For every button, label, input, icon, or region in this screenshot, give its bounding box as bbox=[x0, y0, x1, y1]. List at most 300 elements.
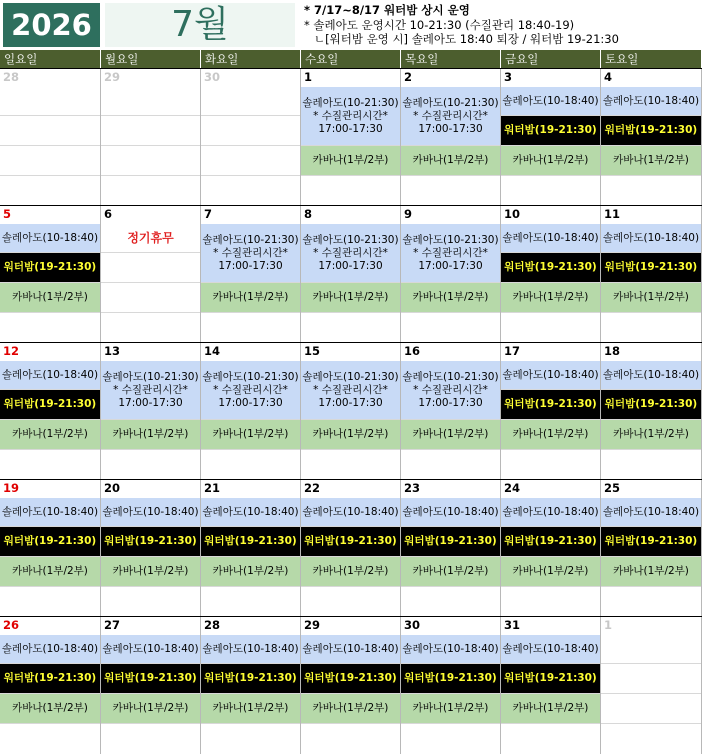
block-text: 카바나(1부/2부) bbox=[412, 428, 489, 440]
day-cell[interactable] bbox=[601, 206, 702, 343]
waterbomb-block bbox=[501, 390, 600, 419]
notes-box bbox=[304, 3, 700, 49]
block-text: 솔레아도(10-18:40) bbox=[1, 231, 99, 244]
block-text: * 수질관리시간* bbox=[413, 383, 488, 396]
soleado-hours-block bbox=[401, 635, 500, 663]
holiday-label bbox=[101, 224, 200, 252]
block-text: 워터밤(19-21:30) bbox=[104, 535, 197, 547]
block-text: 카바나(1부/2부) bbox=[212, 702, 289, 714]
waterbomb-block bbox=[501, 527, 600, 556]
waterbomb-block bbox=[101, 527, 200, 556]
block-text: 워터밤(19-21:30) bbox=[604, 535, 698, 547]
waterbomb-block bbox=[501, 664, 600, 693]
day-cell[interactable] bbox=[601, 69, 702, 206]
calendar-week-row bbox=[0, 479, 702, 616]
block-text: 솔레아도(10-18:40) bbox=[1, 642, 99, 655]
cell-gridline bbox=[601, 312, 701, 313]
block-text: 카바나(1부/2부) bbox=[312, 291, 389, 303]
day-cell[interactable] bbox=[101, 480, 201, 617]
soleado-hours-block bbox=[201, 498, 300, 526]
day-cell[interactable] bbox=[501, 206, 601, 343]
day-number: 23 bbox=[404, 481, 421, 495]
cell-gridline bbox=[501, 449, 600, 450]
day-cell[interactable] bbox=[401, 69, 501, 206]
cell-gridline bbox=[601, 723, 701, 724]
calendar-week-row bbox=[0, 68, 702, 205]
weekday-header: 월요일 bbox=[101, 50, 201, 68]
waterbomb-block bbox=[501, 116, 600, 145]
block-text: 워터밤(19-21:30) bbox=[604, 261, 698, 273]
cabana-block bbox=[601, 283, 701, 312]
soleado-hours-block bbox=[201, 224, 300, 282]
cell-gridline bbox=[301, 723, 400, 724]
day-cell[interactable] bbox=[301, 206, 401, 343]
cell-gridline bbox=[101, 312, 200, 313]
weekday-header-row bbox=[0, 50, 702, 68]
day-number: 25 bbox=[604, 481, 621, 495]
block-text: 17:00-17:30 bbox=[118, 396, 183, 409]
block-text: 솔레아도(10-21:30) bbox=[202, 233, 299, 246]
cell-gridline bbox=[201, 586, 300, 587]
day-cell[interactable] bbox=[301, 480, 401, 617]
block-text: * 수질관리시간* bbox=[213, 246, 288, 259]
waterbomb-block bbox=[0, 664, 100, 693]
day-number: 26 bbox=[3, 618, 20, 632]
block-text: 17:00-17:30 bbox=[418, 396, 483, 409]
day-cell[interactable] bbox=[401, 480, 501, 617]
block-text: 17:00-17:30 bbox=[318, 122, 383, 135]
note-line: * 솔레아도 운영시간 10-21:30 (수질관리 18:40-19) bbox=[304, 17, 575, 32]
day-number: 31 bbox=[504, 618, 521, 632]
cabana-block bbox=[601, 557, 701, 586]
block-text: 워터밤(19-21:30) bbox=[204, 672, 297, 684]
soleado-hours-block bbox=[101, 498, 200, 526]
block-text: 솔레아도(10-18:40) bbox=[602, 368, 700, 381]
day-cell[interactable] bbox=[401, 617, 501, 754]
calendar-grid bbox=[0, 68, 702, 756]
block-text: 워터밤(19-21:30) bbox=[504, 124, 597, 136]
day-cell[interactable] bbox=[201, 206, 301, 343]
block-text: 솔레아도(10-18:40) bbox=[602, 505, 700, 518]
cabana-block bbox=[301, 283, 400, 312]
cell-gridline bbox=[501, 312, 600, 313]
cell-gridline bbox=[401, 586, 500, 587]
block-text: 솔레아도(10-18:40) bbox=[502, 368, 599, 381]
day-cell[interactable] bbox=[0, 617, 101, 754]
block-text: 워터밤(19-21:30) bbox=[604, 398, 698, 410]
block-text: 카바나(1부/2부) bbox=[312, 154, 389, 166]
cabana-block bbox=[0, 420, 100, 449]
cell-gridline bbox=[501, 723, 600, 724]
block-text: 카바나(1부/2부) bbox=[512, 565, 589, 577]
day-number: 7 bbox=[204, 207, 213, 221]
cabana-block bbox=[201, 420, 300, 449]
waterbomb-block bbox=[401, 664, 500, 693]
block-text: 카바나(1부/2부) bbox=[12, 565, 88, 577]
block-text: 17:00-17:30 bbox=[218, 396, 283, 409]
waterbomb-block bbox=[401, 527, 500, 556]
soleado-hours-block bbox=[0, 635, 100, 663]
cell-gridline bbox=[0, 115, 100, 116]
block-text: 솔레아도(10-18:40) bbox=[502, 642, 599, 655]
cell-gridline bbox=[301, 175, 400, 176]
block-text: 워터밤(19-21:30) bbox=[3, 261, 97, 273]
day-number: 15 bbox=[304, 344, 321, 358]
day-cell[interactable] bbox=[201, 343, 301, 480]
block-text: 워터밤(19-21:30) bbox=[504, 398, 597, 410]
cell-gridline bbox=[101, 252, 200, 253]
soleado-hours-block bbox=[301, 361, 400, 419]
calendar-header bbox=[0, 0, 702, 50]
block-text: 워터밤(19-21:30) bbox=[404, 535, 497, 547]
cell-gridline bbox=[301, 312, 400, 313]
cabana-block bbox=[501, 146, 600, 175]
cabana-block bbox=[0, 694, 100, 723]
soleado-hours-block bbox=[301, 635, 400, 663]
cabana-block bbox=[201, 694, 300, 723]
block-text: 카바나(1부/2부) bbox=[312, 565, 389, 577]
block-text: 솔레아도(10-21:30) bbox=[302, 96, 399, 109]
soleado-hours-block bbox=[501, 224, 600, 252]
cell-gridline bbox=[601, 586, 701, 587]
cabana-block bbox=[501, 283, 600, 312]
cell-gridline bbox=[0, 586, 100, 587]
block-text: 솔레아도(10-18:40) bbox=[402, 642, 499, 655]
day-number: 18 bbox=[604, 344, 621, 358]
block-text: 워터밤(19-21:30) bbox=[304, 672, 397, 684]
block-text: 솔레아도(10-18:40) bbox=[502, 231, 599, 244]
block-text: 솔레아도(10-18:40) bbox=[102, 505, 199, 518]
block-text: 카바나(1부/2부) bbox=[312, 428, 389, 440]
block-text: 카바나(1부/2부) bbox=[613, 291, 689, 303]
soleado-hours-block bbox=[0, 361, 100, 389]
day-number: 27 bbox=[104, 618, 121, 632]
day-number: 3 bbox=[504, 70, 513, 84]
month-label: 7월 bbox=[105, 3, 295, 47]
cabana-block bbox=[201, 557, 300, 586]
block-text: 솔레아도(10-18:40) bbox=[102, 642, 199, 655]
block-text: 워터밤(19-21:30) bbox=[504, 261, 597, 273]
day-number: 4 bbox=[604, 70, 613, 84]
soleado-hours-block bbox=[601, 361, 701, 389]
block-text: 워터밤(19-21:30) bbox=[104, 672, 197, 684]
cell-gridline bbox=[201, 312, 300, 313]
block-text: 카바나(1부/2부) bbox=[12, 702, 88, 714]
block-text: 카바나(1부/2부) bbox=[613, 428, 689, 440]
day-cell[interactable] bbox=[0, 480, 101, 617]
day-cell[interactable] bbox=[601, 617, 702, 754]
soleado-hours-block bbox=[401, 361, 500, 419]
day-cell[interactable] bbox=[301, 343, 401, 480]
cabana-block bbox=[401, 557, 500, 586]
day-cell[interactable] bbox=[401, 206, 501, 343]
day-number: 14 bbox=[204, 344, 221, 358]
day-number: 20 bbox=[104, 481, 121, 495]
day-cell[interactable] bbox=[101, 343, 201, 480]
soleado-hours-block bbox=[601, 224, 701, 252]
cabana-block bbox=[301, 694, 400, 723]
day-cell[interactable] bbox=[0, 69, 101, 206]
block-text: 워터밤(19-21:30) bbox=[304, 535, 397, 547]
cabana-block bbox=[101, 694, 200, 723]
day-number: 28 bbox=[3, 70, 20, 84]
soleado-hours-block bbox=[501, 361, 600, 389]
cabana-block bbox=[601, 146, 701, 175]
cell-gridline bbox=[301, 449, 400, 450]
day-cell[interactable] bbox=[201, 617, 301, 754]
weekday-header: 토요일 bbox=[601, 50, 702, 68]
cell-gridline bbox=[401, 175, 500, 176]
block-text: 솔레아도(10-18:40) bbox=[202, 642, 299, 655]
cabana-block bbox=[101, 420, 200, 449]
block-text: * 수질관리시간* bbox=[113, 383, 188, 396]
soleado-hours-block bbox=[0, 224, 100, 252]
soleado-hours-block bbox=[101, 635, 200, 663]
cell-gridline bbox=[201, 115, 300, 116]
day-cell[interactable] bbox=[0, 206, 101, 343]
waterbomb-block bbox=[301, 664, 400, 693]
cell-gridline bbox=[101, 115, 200, 116]
calendar-week-row bbox=[0, 205, 702, 342]
block-text: 워터밤(19-21:30) bbox=[404, 672, 497, 684]
block-text: 솔레아도(10-18:40) bbox=[602, 94, 700, 107]
day-number: 2 bbox=[404, 70, 413, 84]
block-text: * 수질관리시간* bbox=[313, 246, 388, 259]
waterbomb-block bbox=[0, 253, 100, 282]
day-cell[interactable] bbox=[101, 69, 201, 206]
block-text: 17:00-17:30 bbox=[318, 396, 383, 409]
day-number: 9 bbox=[404, 207, 413, 221]
waterbomb-block bbox=[301, 527, 400, 556]
cabana-block bbox=[401, 146, 500, 175]
cabana-block bbox=[201, 283, 300, 312]
block-text: 솔레아도(10-21:30) bbox=[402, 233, 499, 246]
calendar-week-row bbox=[0, 616, 702, 753]
soleado-hours-block bbox=[201, 361, 300, 419]
day-number: 8 bbox=[304, 207, 313, 221]
waterbomb-block bbox=[201, 664, 300, 693]
block-text: 카바나(1부/2부) bbox=[212, 565, 289, 577]
day-cell[interactable] bbox=[501, 69, 601, 206]
block-text: 카바나(1부/2부) bbox=[212, 428, 289, 440]
day-number: 11 bbox=[604, 207, 621, 221]
block-text: 워터밤(19-21:30) bbox=[3, 672, 97, 684]
block-text: 카바나(1부/2부) bbox=[12, 428, 88, 440]
soleado-hours-block bbox=[101, 361, 200, 419]
day-cell[interactable] bbox=[301, 69, 401, 206]
day-cell[interactable] bbox=[501, 617, 601, 754]
cell-gridline bbox=[401, 723, 500, 724]
block-text: 솔레아도(10-21:30) bbox=[402, 370, 499, 383]
soleado-hours-block bbox=[401, 87, 500, 145]
weekday-header: 화요일 bbox=[201, 50, 301, 68]
block-text: 카바나(1부/2부) bbox=[12, 291, 88, 303]
weekday-header: 금요일 bbox=[501, 50, 601, 68]
cell-gridline bbox=[201, 723, 300, 724]
block-text: 카바나(1부/2부) bbox=[312, 702, 389, 714]
cell-gridline bbox=[101, 145, 200, 146]
waterbomb-block bbox=[601, 253, 701, 282]
note-line: ㄴ[워터밤 운영 시] 솔레아도 18:40 퇴장 / 워터밤 19-21:30 bbox=[314, 32, 619, 46]
soleado-hours-block bbox=[0, 498, 100, 526]
block-text: 워터밤(19-21:30) bbox=[504, 535, 597, 547]
block-text: 솔레아도(10-18:40) bbox=[1, 505, 99, 518]
cell-gridline bbox=[201, 449, 300, 450]
block-text: 솔레아도(10-18:40) bbox=[202, 505, 299, 518]
day-cell[interactable] bbox=[401, 343, 501, 480]
block-text: 솔레아도(10-18:40) bbox=[502, 505, 599, 518]
soleado-hours-block bbox=[501, 87, 600, 115]
block-text: * 수질관리시간* bbox=[313, 109, 388, 122]
cabana-block bbox=[501, 557, 600, 586]
day-cell[interactable] bbox=[501, 343, 601, 480]
block-text: 17:00-17:30 bbox=[418, 122, 483, 135]
cell-gridline bbox=[101, 175, 200, 176]
block-text: 솔레아도(10-21:30) bbox=[402, 96, 499, 109]
day-number: 22 bbox=[304, 481, 321, 495]
cell-gridline bbox=[401, 312, 500, 313]
cell-gridline bbox=[101, 449, 200, 450]
calendar-week-row bbox=[0, 342, 702, 479]
block-text: * 수질관리시간* bbox=[413, 246, 488, 259]
day-number: 28 bbox=[204, 618, 221, 632]
block-text: 카바나(1부/2부) bbox=[512, 428, 589, 440]
block-text: 카바나(1부/2부) bbox=[613, 565, 689, 577]
soleado-hours-block bbox=[301, 498, 400, 526]
block-text: 카바나(1부/2부) bbox=[212, 291, 289, 303]
waterbomb-block bbox=[501, 253, 600, 282]
block-text: 카바나(1부/2부) bbox=[112, 428, 189, 440]
cell-gridline bbox=[301, 586, 400, 587]
cell-gridline bbox=[0, 449, 100, 450]
block-text: 17:00-17:30 bbox=[318, 259, 383, 272]
cell-gridline bbox=[101, 282, 200, 283]
day-number: 24 bbox=[504, 481, 521, 495]
waterbomb-block bbox=[601, 527, 701, 556]
year-label: 2026 bbox=[3, 3, 100, 47]
block-text: 카바나(1부/2부) bbox=[412, 702, 489, 714]
day-cell[interactable] bbox=[301, 617, 401, 754]
block-text: 카바나(1부/2부) bbox=[512, 291, 589, 303]
block-text: 솔레아도(10-18:40) bbox=[302, 642, 399, 655]
note-line: * 7/17~8/17 워터밤 상시 운영 bbox=[304, 3, 470, 17]
cell-gridline bbox=[0, 145, 100, 146]
day-number: 29 bbox=[104, 70, 121, 84]
day-cell[interactable] bbox=[0, 343, 101, 480]
day-number: 30 bbox=[204, 70, 221, 84]
cabana-block bbox=[401, 420, 500, 449]
cell-gridline bbox=[601, 449, 701, 450]
block-text: 워터밤(19-21:30) bbox=[204, 535, 297, 547]
block-text: 솔레아도(10-18:40) bbox=[602, 231, 700, 244]
cabana-block bbox=[501, 694, 600, 723]
waterbomb-block bbox=[0, 390, 100, 419]
day-number: 6 bbox=[104, 207, 113, 221]
day-cell[interactable] bbox=[101, 206, 201, 343]
block-text: 솔레아도(10-21:30) bbox=[202, 370, 299, 383]
block-text: 솔레아도(10-18:40) bbox=[302, 505, 399, 518]
day-number: 19 bbox=[3, 481, 20, 495]
soleado-hours-block bbox=[601, 498, 701, 526]
day-number: 5 bbox=[3, 207, 12, 221]
day-cell[interactable] bbox=[601, 480, 702, 617]
day-cell[interactable] bbox=[601, 343, 702, 480]
block-text: 워터밤(19-21:30) bbox=[3, 398, 97, 410]
waterbomb-block bbox=[201, 527, 300, 556]
block-text: 워터밤(19-21:30) bbox=[3, 535, 97, 547]
cabana-block bbox=[301, 420, 400, 449]
weekday-header: 일요일 bbox=[0, 50, 101, 68]
cell-gridline bbox=[0, 723, 100, 724]
cell-gridline bbox=[501, 175, 600, 176]
cell-gridline bbox=[601, 693, 701, 694]
waterbomb-block bbox=[601, 116, 701, 145]
day-cell[interactable] bbox=[201, 480, 301, 617]
block-text: * 수질관리시간* bbox=[313, 383, 388, 396]
day-number: 10 bbox=[504, 207, 521, 221]
soleado-hours-block bbox=[301, 224, 400, 282]
cell-gridline bbox=[501, 586, 600, 587]
soleado-hours-block bbox=[501, 498, 600, 526]
day-number: 1 bbox=[304, 70, 313, 84]
block-text: * 수질관리시간* bbox=[213, 383, 288, 396]
day-cell[interactable] bbox=[201, 69, 301, 206]
day-number: 29 bbox=[304, 618, 321, 632]
cabana-block bbox=[301, 557, 400, 586]
day-number: 12 bbox=[3, 344, 20, 358]
block-text: 솔레아도(10-18:40) bbox=[1, 368, 99, 381]
soleado-hours-block bbox=[301, 87, 400, 145]
block-text: * 수질관리시간* bbox=[413, 109, 488, 122]
soleado-hours-block bbox=[601, 87, 701, 115]
soleado-hours-block bbox=[401, 224, 500, 282]
cabana-block bbox=[401, 694, 500, 723]
day-number: 16 bbox=[404, 344, 421, 358]
block-text: 카바나(1부/2부) bbox=[112, 565, 189, 577]
day-number: 30 bbox=[404, 618, 421, 632]
block-text: 카바나(1부/2부) bbox=[412, 154, 489, 166]
block-text: 카바나(1부/2부) bbox=[412, 565, 489, 577]
weekday-header: 수요일 bbox=[301, 50, 401, 68]
cell-gridline bbox=[201, 145, 300, 146]
soleado-hours-block bbox=[201, 635, 300, 663]
block-text: 워터밤(19-21:30) bbox=[504, 672, 597, 684]
block-text: 17:00-17:30 bbox=[418, 259, 483, 272]
block-text: 솔레아도(10-21:30) bbox=[102, 370, 199, 383]
day-number: 17 bbox=[504, 344, 521, 358]
waterbomb-block bbox=[0, 527, 100, 556]
cell-gridline bbox=[201, 175, 300, 176]
cabana-block bbox=[601, 420, 701, 449]
block-text: 카바나(1부/2부) bbox=[512, 702, 589, 714]
block-text: 솔레아도(10-21:30) bbox=[302, 233, 399, 246]
cell-gridline bbox=[601, 175, 701, 176]
block-text: 카바나(1부/2부) bbox=[613, 154, 689, 166]
cabana-block bbox=[0, 557, 100, 586]
soleado-hours-block bbox=[401, 498, 500, 526]
block-text: 카바나(1부/2부) bbox=[512, 154, 589, 166]
block-text: 워터밤(19-21:30) bbox=[604, 124, 698, 136]
block-text: 솔레아도(10-18:40) bbox=[502, 94, 599, 107]
day-cell[interactable] bbox=[501, 480, 601, 617]
cell-gridline bbox=[0, 312, 100, 313]
cell-gridline bbox=[0, 175, 100, 176]
block-text: 솔레아도(10-21:30) bbox=[302, 370, 399, 383]
cell-gridline bbox=[401, 449, 500, 450]
day-cell[interactable] bbox=[101, 617, 201, 754]
cabana-block bbox=[101, 557, 200, 586]
cell-gridline bbox=[101, 586, 200, 587]
